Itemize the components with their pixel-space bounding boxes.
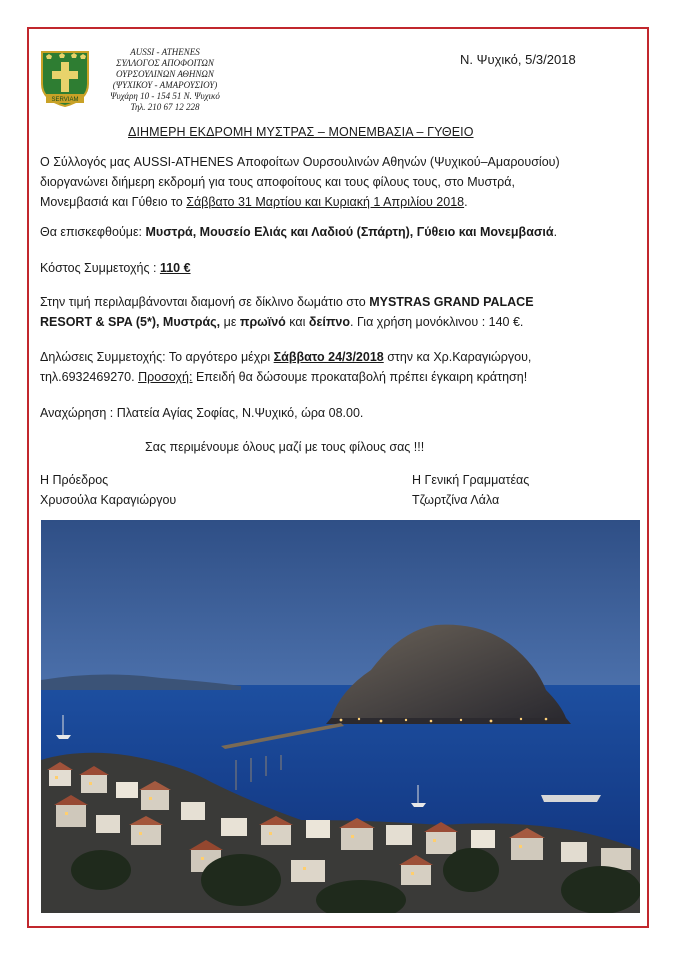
cost-paragraph — [40, 258, 640, 278]
org-phone: Τηλ. 210 67 12 228 — [130, 102, 200, 112]
register-contact: στην κα Χρ.Καραγιώργου, — [383, 350, 532, 364]
cost-label: Κόστος Συμμετοχής : — [40, 261, 160, 275]
dinner: δείπνο — [308, 315, 351, 329]
secretary-role: Η Γενική Γραμματέας — [412, 473, 530, 487]
register-deadline: Σάββατο 24/3/2018 — [273, 350, 384, 364]
visit-paragraph — [40, 222, 640, 242]
contact-phone: τηλ.6932469270. — [40, 370, 139, 384]
departure-info: Αναχώρηση : Πλατεία Αγίας Σοφίας, Ν.Ψυχικό, ώρα 08.00. — [40, 406, 364, 420]
registration-paragraph — [40, 347, 640, 387]
visit-places: Μυστρά, Μουσείο Ελιάς και Λαδιού (Σπάρτη), Γύθειο και Μονεμβασιά — [145, 225, 554, 239]
includes-paragraph: Στην τιμή περιλαμβάνονται διαμονή σε δίκλινο δωμάτιο στο MYSTRAS GRAND PALACE RESORT & SPA (5*), Μυστράς, με πρωϊνό και δείπνο. Για χρήση μονόκλινου : 140 €. — [40, 295, 534, 329]
intro-text: . — [464, 195, 468, 209]
breakfast: πρωϊνό — [239, 315, 286, 329]
secretary-name: Τζωρτζίνα Λάλα — [412, 493, 500, 507]
hotel-name: MYSTRAS GRAND PALACE — [369, 295, 534, 309]
includes-text: Στην τιμή περιλαμβάνονται διαμονή σε δίκλινο δωμάτιο στο — [40, 295, 370, 309]
organization-header — [100, 47, 230, 113]
intro-text: Μονεμβασιά και Γύθειο το — [40, 195, 187, 209]
org-address: Ψυχάρη 10 - 154 51 Ν. Ψυχικό — [110, 91, 220, 101]
serviam-shield-logo — [40, 50, 90, 108]
intro-paragraph — [40, 152, 640, 212]
attention-label: Προσοχή: — [138, 370, 193, 384]
visit-label: Θα επισκεφθούμε: — [40, 225, 146, 239]
org-line: (ΨΥΧΙΚΟΥ - ΑΜΑΡΟΥΣΙΟΥ) — [112, 80, 218, 90]
org-line: ΟΥΡΣΟΥΛΙΝΩΝ ΑΘΗΝΩΝ — [116, 69, 214, 79]
single-room-price: . Για χρήση μονόκλινου : 140 €. — [350, 315, 524, 329]
monemvasia-night-photo — [41, 520, 640, 913]
trip-dates: Σάββατο 31 Μαρτίου και Κυριακή 1 Απριλίου 2018 — [186, 195, 465, 209]
intro-line: διοργανώνει διήμερη εκδρομή για τους αποφοίτους και τους φίλους τους, στο Μυστρά, — [40, 175, 515, 189]
president-role: Η Πρόεδρος — [40, 473, 109, 487]
closing-line: Σας περιμένουμε όλους μαζί με τους φίλους σας !!! — [145, 440, 425, 454]
document-title: ΔΙΗΜΕΡΗ ΕΚΔΡΟΜΗ ΜΥΣΤΡΑΣ – ΜΟΝΕΜΒΑΣΙΑ – ΓΥΘΕΙΟ — [128, 125, 474, 139]
cost-amount: 110 € — [159, 261, 191, 275]
org-line: AUSSI - ATHENES — [130, 47, 200, 57]
intro-line: Ο Σύλλογός μας AUSSI-ATHENES Αποφοίτων Ουρσουλινών Αθηνών (Ψυχικού–Αμαρουσίου) — [40, 155, 560, 169]
signature-left — [40, 470, 176, 510]
hotel-name-cont: RESORT & SPA (5*), Μυστράς, — [40, 315, 221, 329]
attention-text: Επειδή θα δώσουμε προκαταβολή πρέπει έγκαιρη κράτηση! — [192, 370, 528, 384]
register-text: Δηλώσεις Συμμετοχής: Το αργότερο μέχρι — [40, 350, 274, 364]
letter-date: Ν. Ψυχικό, 5/3/2018 — [460, 52, 576, 67]
logo-text: SERVIAM — [51, 97, 79, 103]
signature-right — [412, 470, 529, 510]
intro-line — [40, 192, 640, 212]
visit-end: . — [553, 225, 558, 239]
org-line: ΣΥΛΛΟΓΟΣ ΑΠΟΦΟΙΤΩΝ — [116, 58, 214, 68]
president-name: Χρυσούλα Καραγιώργου — [40, 493, 177, 507]
